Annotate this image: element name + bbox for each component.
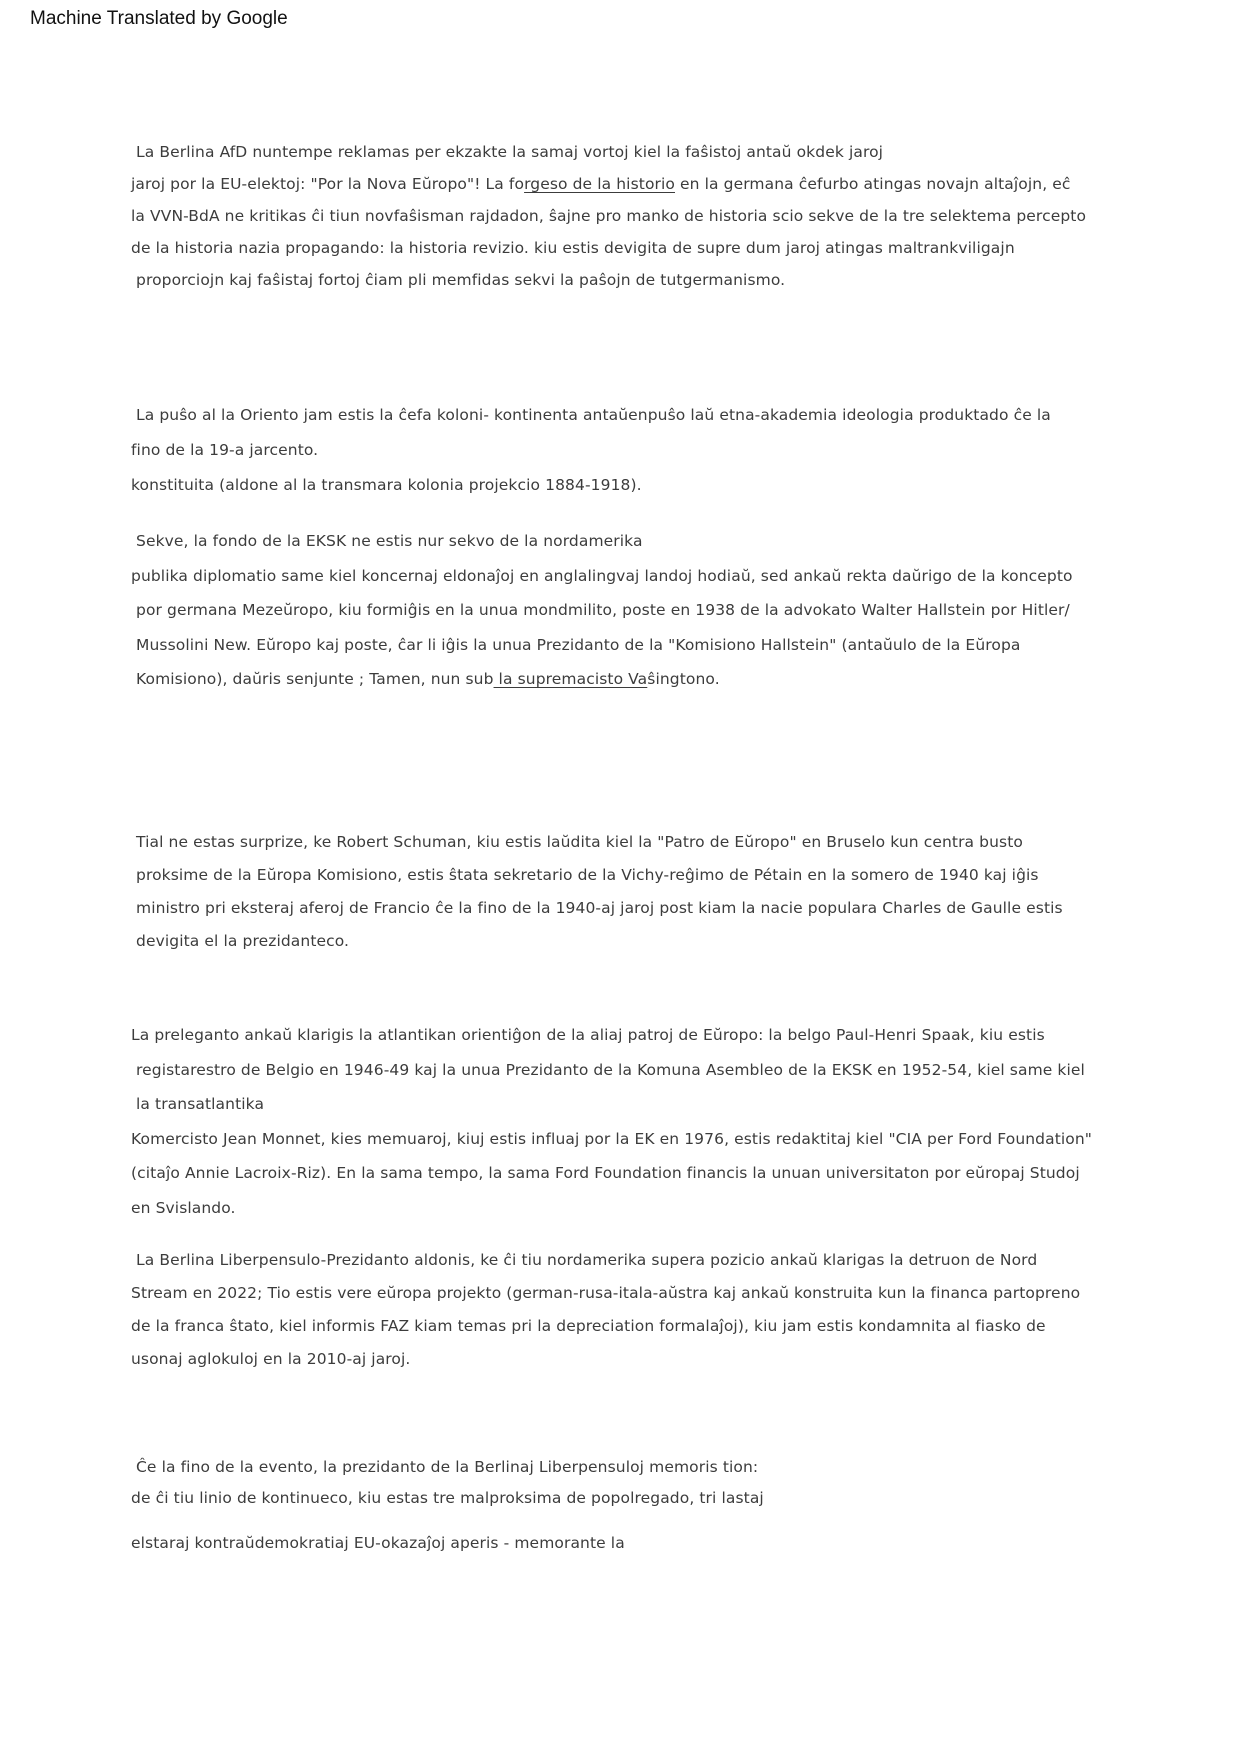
text-line: por germana Mezeŭropo, kiu formiĝis en la unua mondmilito, poste en 1938 de la advokato Walter Hallstein por Hitler/: [136, 601, 1070, 619]
text-line: usonaj aglokuloj en la 2010-aj jaroj.: [131, 1350, 411, 1368]
text-line: La preleganto ankaŭ klarigis la atlantikan orientiĝon de la aliaj patroj de Eŭropo: la belgo Paul-Henri Spaak, kiu estis: [131, 1026, 1045, 1044]
paragraph-event-closing-continued: [131, 1528, 1141, 1559]
text-line: La puŝo al la Oriento jam estis la ĉefa koloni- kontinenta antaŭenpuŝo laŭ etna-akademia ideologia produktado ĉe la: [136, 406, 1051, 424]
text-line: la transatlantika: [136, 1095, 265, 1113]
text-line: Komercisto Jean Monnet, kies memuaroj, kiuj estis influaj por la EK en 1976, estis redaktitaj kiel "CIA per Ford Foundation": [131, 1129, 1093, 1148]
text-line: [131, 662, 1141, 697]
text-line: Ĉe la fino de la evento, la prezidanto de la Berlinaj Liberpensuloj memoris tion:: [136, 1458, 759, 1476]
text-line: la VVN-BdA ne kritikas ĉi tiun novfaŝisman rajdadon, ŝajne pro manko de historia scio sekve de la tre selektema percepto: [131, 207, 1087, 225]
text-line: Tial ne estas surprize, ke Robert Schuman, kiu estis laŭdita kiel la "Patro de Eŭropo" en Bruselo kun centra busto: [136, 833, 1023, 851]
paragraph-drang-nach-osten: [131, 398, 1141, 503]
text-line: de la historia nazia propagando: la historia revizio. kiu estis devigita de supre dum jaroj atingas maltrankviligajn: [131, 239, 1015, 257]
text-line: proksime de la Eŭropa Komisiono, estis ŝtata sekretario de la Vichy-reĝimo de Pétain en la somero de 1940 kaj iĝis: [136, 866, 1039, 884]
text-line: publika diplomatio same kiel koncernaj eldonaĵoj en anglalingvaj landoj hodiaŭ, sed ankaŭ rekta daŭrigo de la koncepto: [131, 566, 1073, 585]
paragraph-spaak-monnet: [131, 1018, 1141, 1225]
text-run: en la germana ĉefurbo atingas novajn altaĵojn, eĉ: [675, 175, 1071, 193]
paragraph-robert-schuman: [131, 826, 1141, 958]
text-line: de la franca ŝtato, kiel informis FAZ kiam temas pri la depreciation formalaĵoj), kiu jam estis kondamnita al fiasko de: [131, 1317, 1046, 1335]
text-line: fino de la 19-a jarcento.: [131, 441, 319, 459]
text-line: (citaĵo Annie Lacroix-Riz). En la sama tempo, la sama Ford Foundation financis la unuan universitaton por eŭropaj Studoj: [131, 1164, 1080, 1182]
text-run: Komisiono), daŭris senjunte ; Tamen, nun sub: [136, 670, 494, 688]
text-line: ministro pri eksteraj aferoj de Francio ĉe la fino de la 1940-aj jaroj post kiam la nacie populara Charles de Gaulle estis: [136, 899, 1063, 917]
machine-translated-label: Machine Translated by Google: [30, 8, 288, 29]
text-line: La Berlina AfD nuntempe reklamas per ekzakte la samaj vortoj kiel la faŝistoj antaŭ okdek jaroj: [136, 143, 884, 161]
text-line: devigita el la prezidanteco.: [136, 932, 350, 950]
text-line: en Svislando.: [131, 1198, 236, 1217]
text-line: elstaraj kontraŭdemokratiaj EU-okazaĵoj aperis - memorante la: [131, 1534, 625, 1552]
text-line: registarestro de Belgio en 1946-49 kaj la unua Prezidanto de la Komuna Asembleo de la EKSK en 1952-54, kiel same kiel: [136, 1060, 1085, 1079]
text-line: de ĉi tiu linio de kontinueco, kiu estas tre malproksima de popolregado, tri lastaj: [131, 1489, 764, 1507]
text-run: ŝingtono.: [647, 670, 720, 688]
text-line: Sekve, la fondo de la EKSK ne estis nur sekvo de la nordamerika: [136, 532, 643, 550]
text-line: Mussolini New. Eŭropo kaj poste, ĉar li iĝis la unua Prezidanto de la "Komisiono Hallstein" (antaŭulo de la Eŭropa: [136, 635, 1021, 654]
text-line: Stream en 2022; Tio estis vere eŭropa projekto (german-rusa-itala-aŭstra kaj ankaŭ konstruita kun la financa partopreno: [131, 1284, 1081, 1302]
text-line: proporciojn kaj faŝistaj fortoj ĉiam pli memfidas sekvi la paŝojn de tutgermanismo.: [136, 271, 786, 289]
text-line: konstituita (aldone al la transmara kolonia projekcio 1884-1918).: [131, 476, 642, 494]
text-line: La Berlina Liberpensulo-Prezidanto aldonis, ke ĉi tiu nordamerika supera pozicio ankaŭ klarigas la detruon de Nord: [136, 1251, 1038, 1269]
paragraph-event-closing: [131, 1452, 1141, 1514]
link-supremacisto-vashingtono[interactable]: la supremacisto Va: [493, 670, 648, 688]
text-run: jaroj por la EU-elektoj: "Por la Nova Eŭropo"! La fo: [131, 175, 525, 193]
paragraph-afd-advertising: [131, 136, 1141, 296]
paragraph-eksk-founding: [131, 524, 1141, 697]
paragraph-nord-stream: [131, 1244, 1141, 1376]
text-line: [131, 168, 1141, 200]
link-forgeso-de-la-historio[interactable]: rgeso de la historio: [524, 175, 675, 193]
